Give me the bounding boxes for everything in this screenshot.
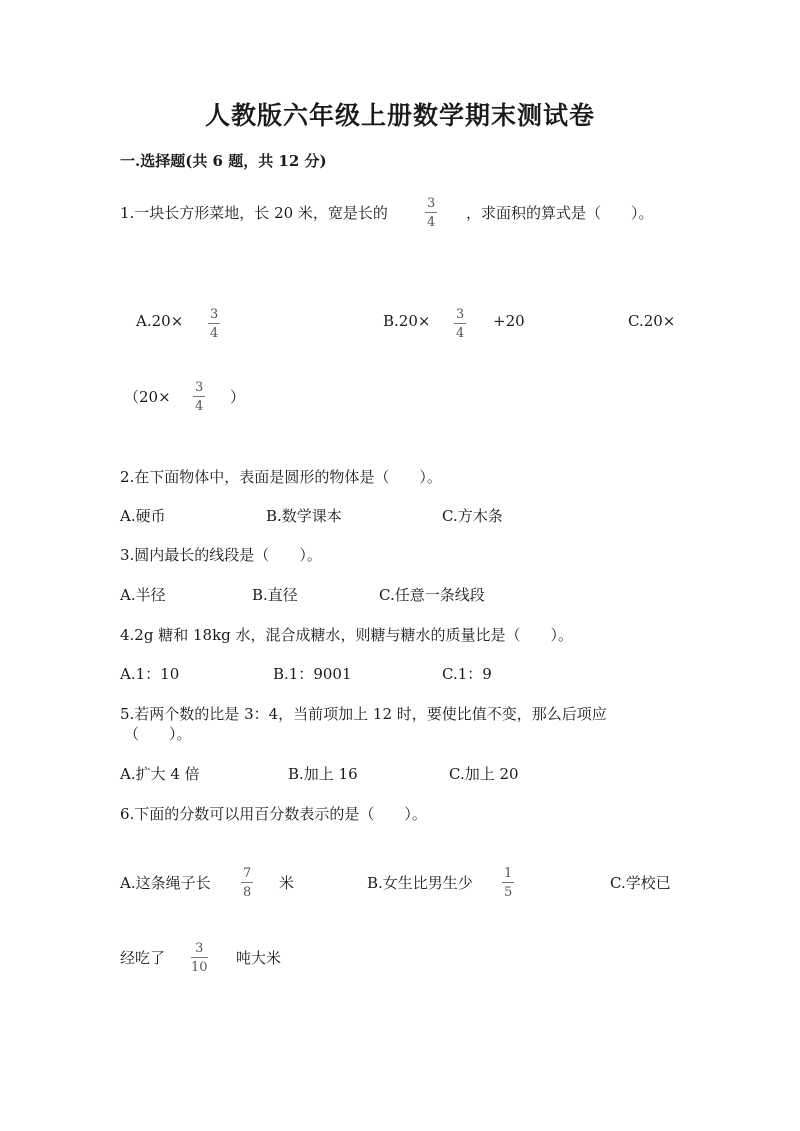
fraction-numerator: 3	[195, 380, 204, 395]
fraction-denominator: 4	[195, 399, 204, 414]
fraction-numerator: 3	[456, 307, 465, 322]
question-5-stem-line-2: （ ）。	[124, 725, 192, 743]
option-a: A.这条绳子长	[120, 874, 211, 892]
question-4-stem: 4.2g 糖和 18kg 水，混合成糖水，则糖与糖水的质量比是（ ）。	[120, 626, 574, 644]
option-c-tail: ）	[230, 388, 246, 406]
fraction-denominator: 10	[191, 960, 208, 975]
option-c: C.方木条	[442, 507, 503, 525]
option-c: C.学校已	[610, 874, 671, 892]
fraction	[208, 308, 220, 340]
option-c: C.任意一条线段	[379, 586, 485, 604]
page-title: 人教版六年级上册数学期末测试卷	[204, 101, 595, 130]
fraction	[241, 867, 253, 899]
fraction	[193, 381, 205, 413]
option-b-tail: +20	[493, 312, 525, 330]
option-b: B.女生比男生少	[367, 874, 473, 892]
option-c: C.1：9	[442, 665, 492, 683]
fraction-denominator: 5	[504, 885, 513, 900]
fraction-numerator: 3	[210, 307, 219, 322]
option-c: C.加上 20	[449, 765, 519, 783]
fraction-numerator: 1	[504, 866, 513, 881]
question-1-stem: 1.一块长方形菜地，长 20 米，宽是长的	[120, 204, 388, 222]
option-b: B.20×	[383, 312, 431, 330]
option-b: B.数学课本	[266, 507, 342, 525]
option-c: C.20×	[628, 312, 676, 330]
question-1-stem-tail: ，求面积的算式是（ ）。	[466, 204, 654, 222]
option-c-continued: （20×	[124, 388, 171, 406]
fraction	[191, 942, 208, 974]
question-2-stem: 2.在下面物体中，表面是圆形的物体是（ ）。	[120, 468, 442, 486]
option-a-tail: 米	[279, 874, 295, 892]
option-b: B.加上 16	[288, 765, 358, 783]
fraction	[454, 308, 466, 340]
fraction-numerator: 7	[243, 866, 252, 881]
option-b: B.1：9001	[273, 665, 352, 683]
option-a: A.半径	[120, 586, 166, 604]
option-a: A.1：10	[120, 665, 180, 683]
fraction-denominator: 4	[427, 215, 436, 230]
option-a: A.扩大 4 倍	[120, 765, 200, 783]
question-5-stem: 5.若两个数的比是 3：4，当前项加上 12 时，要使比值不变，那么后项应	[120, 705, 607, 723]
option-b: B.直径	[252, 586, 298, 604]
fraction-denominator: 8	[243, 885, 252, 900]
option-c-continued: 经吃了	[120, 949, 166, 967]
option-c-tail: 吨大米	[236, 949, 282, 967]
question-3-stem: 3.圆内最长的线段是（ ）。	[120, 546, 322, 564]
section-heading: 一.选择题(共 6 题，共 12 分)	[120, 152, 327, 170]
option-a: A.硬币	[120, 507, 166, 525]
fraction-numerator: 3	[195, 941, 204, 956]
option-a: A.20×	[136, 312, 184, 330]
fraction-denominator: 4	[210, 326, 219, 341]
fraction	[425, 197, 437, 229]
question-6-stem: 6.下面的分数可以用百分数表示的是（ ）。	[120, 805, 427, 823]
fraction-numerator: 3	[427, 196, 436, 211]
fraction	[502, 867, 514, 899]
fraction-denominator: 4	[456, 326, 465, 341]
